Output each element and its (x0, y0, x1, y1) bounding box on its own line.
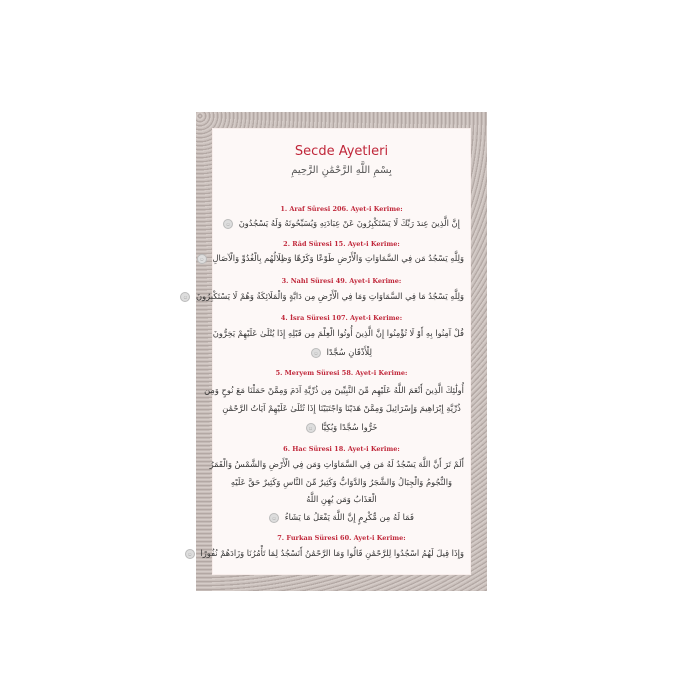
verse-line: وَلِلَّهِ يَسْجُدُ مَا فِي السَّمَاوَاتِ وَمَا فِي الْأَرْضِ مِن دَابَّةٍ وَالْمَلَائِكَةُ وَهُمْ لَا يَسْتَكْبِرُونَ ۝ (219, 291, 464, 302)
verse-end-marker-icon: ۝ (185, 549, 195, 559)
section-heading: 2. Râd Süresi 15. Ayet-i Kerime: (283, 240, 400, 248)
verse-end-marker-icon: ۝ (223, 219, 233, 229)
verse-end-marker-icon: ۝ (197, 254, 207, 264)
verse-end-marker-icon: ۝ (269, 513, 279, 523)
verse-line: لِلْأَذْقَانِ سُجَّدًا ۝ (219, 347, 464, 358)
section-heading: 7. Furkan Süresi 60. Ayet-i Kerime: (277, 534, 406, 542)
verse-line: أَلَمْ تَرَ أَنَّ اللَّهَ يَسْجُدُ لَهُ مَن فِي السَّمَاوَاتِ وَمَن فِي الْأَرْضِ وَالشَّمْسُ وَالْقَمَرُ (209, 459, 464, 469)
verse-line: ذُرِّيَّةِ إِبْرَاهِيمَ وَإِسْرَائِيلَ وَمِمَّنْ هَدَيْنَا وَاجْتَبَيْنَا إِذَا تُتْلَىٰ عَلَيْهِمْ آيَاتُ الرَّحْمَٰنِ (222, 403, 461, 413)
page-title: Secde Ayetleri (294, 144, 389, 159)
content-area (183, 129, 470, 574)
basmala-calligraphy: بِسْمِ اللَّهِ الرَّحْمَٰنِ الرَّحِيمِ (291, 165, 392, 176)
verse-line: فَمَا لَهُ مِن مُّكْرِمٍ إِنَّ اللَّهَ يَفْعَلُ مَا يَشَاءُ ۝ (219, 512, 464, 523)
verse-line: الْعَذَابُ وَمَن يُهِنِ اللَّهُ (306, 494, 377, 504)
document-page (183, 112, 487, 591)
verse-line: إِنَّ الَّذِينَ عِندَ رَبِّكَ لَا يَسْتَكْبِرُونَ عَنْ عِبَادَتِهِ وَيُسَبِّحُونَهُ وَلَهُ يَسْجُدُونَ ۝ (219, 218, 464, 229)
verse-end-marker-icon: ۝ (180, 292, 190, 302)
section-heading: 1. Araf Süresi 206. Ayet-i Kerime: (280, 205, 403, 213)
verse-end-marker-icon: ۝ (306, 423, 316, 433)
verse-line: قُلْ آمِنُوا بِهِ أَوْ لَا تُؤْمِنُوا إِنَّ الَّذِينَ أُوتُوا الْعِلْمَ مِن قَبْلِهِ إِذَا يُتْلَىٰ عَلَيْهِمْ يَخِرُّونَ (212, 328, 464, 338)
section-heading: 5. Meryem Süresi 58. Ayet-i Kerime: (275, 369, 408, 377)
verse-line: وَإِذَا قِيلَ لَهُمُ اسْجُدُوا لِلرَّحْمَٰنِ قَالُوا وَمَا الرَّحْمَٰنُ أَنَسْجُدُ لِمَا تَأْمُرُنَا وَزَادَهُمْ نُفُورًا ۝ (219, 548, 464, 559)
section-heading: 4. İsra Süresi 107. Ayet-i Kerime: (280, 314, 403, 322)
verse-line: خَرُّوا سُجَّدًا وَبُكِيًّا ۝ (219, 422, 464, 433)
verse-line: وَلِلَّهِ يَسْجُدُ مَن فِي السَّمَاوَاتِ وَالْأَرْضِ طَوْعًا وَكَرْهًا وَظِلَالُهُم بِالْغُدُوِّ وَالْآصَالِ ۝ (219, 253, 464, 264)
section-heading: 3. Nahl Süresi 49. Ayet-i Kerime: (281, 277, 402, 285)
verse-line: وَالنُّجُومُ وَالْجِبَالُ وَالشَّجَرُ وَالدَّوَابُّ وَكَثِيرٌ مِّنَ النَّاسِ وَكَثِيرٌ حَقَّ عَلَيْهِ (230, 477, 453, 487)
verse-end-marker-icon: ۝ (311, 348, 321, 358)
section-heading: 6. Hac Süresi 18. Ayet-i Kerime: (283, 445, 400, 453)
verse-line: أُولَٰئِكَ الَّذِينَ أَنْعَمَ اللَّهُ عَلَيْهِم مِّنَ النَّبِيِّينَ مِن ذُرِّيَّةِ آدَمَ وَمِمَّنْ حَمَلْنَا مَعَ نُوحٍ وَمِن (204, 385, 464, 395)
